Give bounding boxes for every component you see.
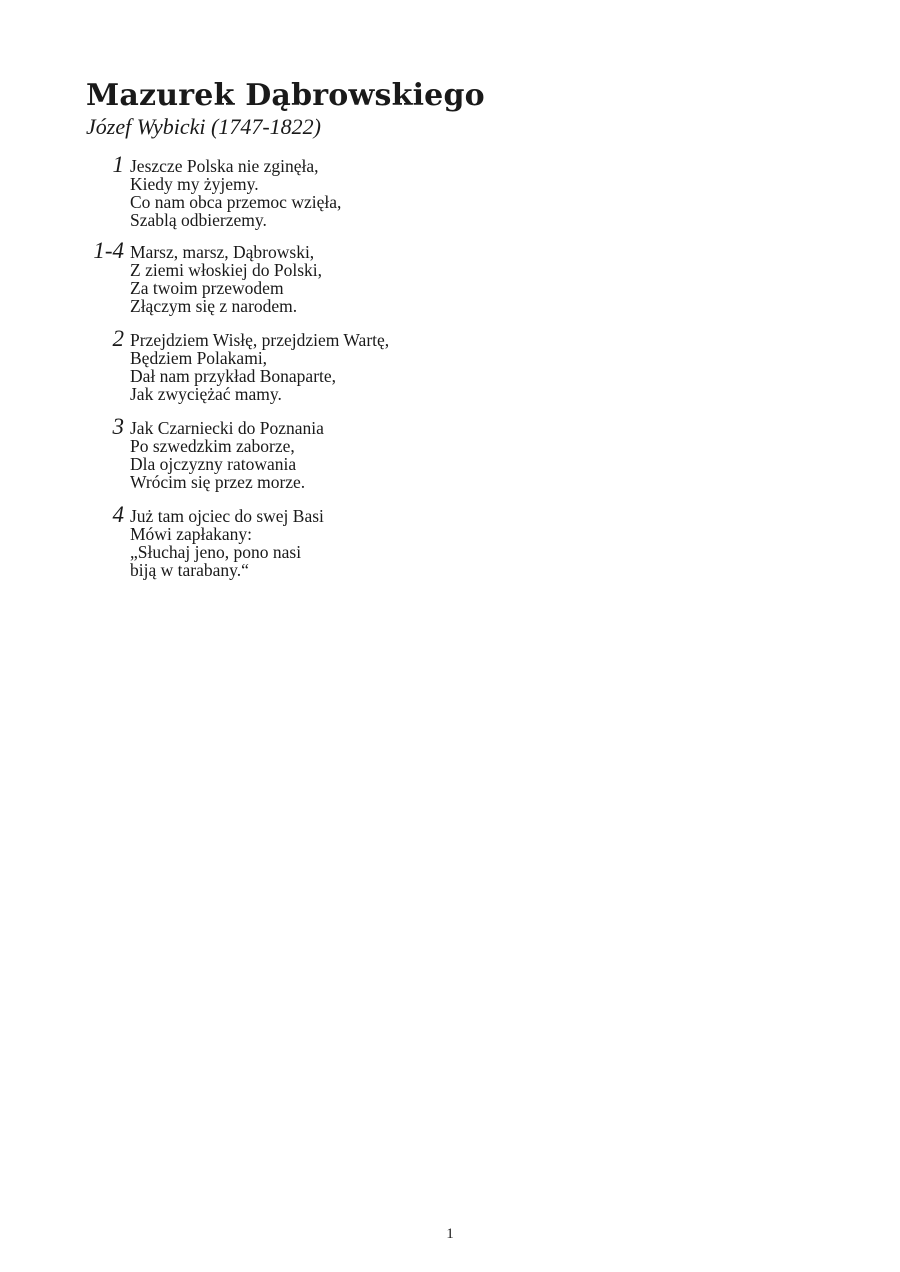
verse-line: Dał nam przykład Bonaparte, (130, 366, 337, 386)
verse-line: Dla ojczyzny ratowania (130, 454, 297, 474)
verse-line: Mówi zapłakany: (130, 524, 252, 544)
verse-line: Z ziemi włoskiej do Polski, (130, 260, 323, 280)
verse-line: biją w tarabany.“ (130, 560, 249, 580)
verse-line: Szablą odbierzemy. (130, 210, 267, 230)
verse-line: Złączym się z narodem. (130, 296, 298, 316)
verse-line: Co nam obca przemoc wzięła, (130, 192, 342, 212)
stanza-number: 3 (112, 414, 124, 439)
stanza-number: 2 (112, 326, 124, 351)
stanza-lines (130, 507, 324, 579)
verse-line: Za twoim przewodem (130, 278, 284, 298)
stanza-number: 4 (112, 502, 124, 527)
stanza-number: 1 (112, 152, 124, 177)
verse-line: „Słuchaj jeno, pono nasi (130, 542, 302, 562)
stanza-lines (130, 243, 322, 315)
page-number: 1 (446, 1226, 454, 1242)
stanza-number: 1-4 (93, 238, 124, 263)
verse-line: Marsz, marsz, Dąbrowski, (130, 242, 315, 262)
verse-line: Już tam ojciec do swej Basi (130, 506, 324, 526)
verse-line: Jeszcze Polska nie zginęła, (130, 156, 319, 176)
verse-line: Będziem Polakami, (130, 348, 268, 368)
author-subtitle: Józef Wybicki (1747-1822) (86, 114, 322, 139)
verse-line: Wrócim się przez morze. (130, 472, 306, 492)
stanza-lines (130, 157, 341, 229)
stanza-lines (130, 331, 389, 403)
verse-line: Jak Czarniecki do Poznania (130, 418, 324, 438)
verse-line: Przejdziem Wisłę, przejdziem Wartę, (130, 330, 390, 350)
verse-line: Po szwedzkim zaborze, (130, 436, 295, 456)
verse-line: Kiedy my żyjemy. (130, 174, 259, 194)
verse-line: Jak zwyciężać mamy. (130, 384, 282, 404)
page-title: Mazurek Dąbrowskiego (86, 78, 485, 113)
stanza-lines (130, 419, 324, 491)
